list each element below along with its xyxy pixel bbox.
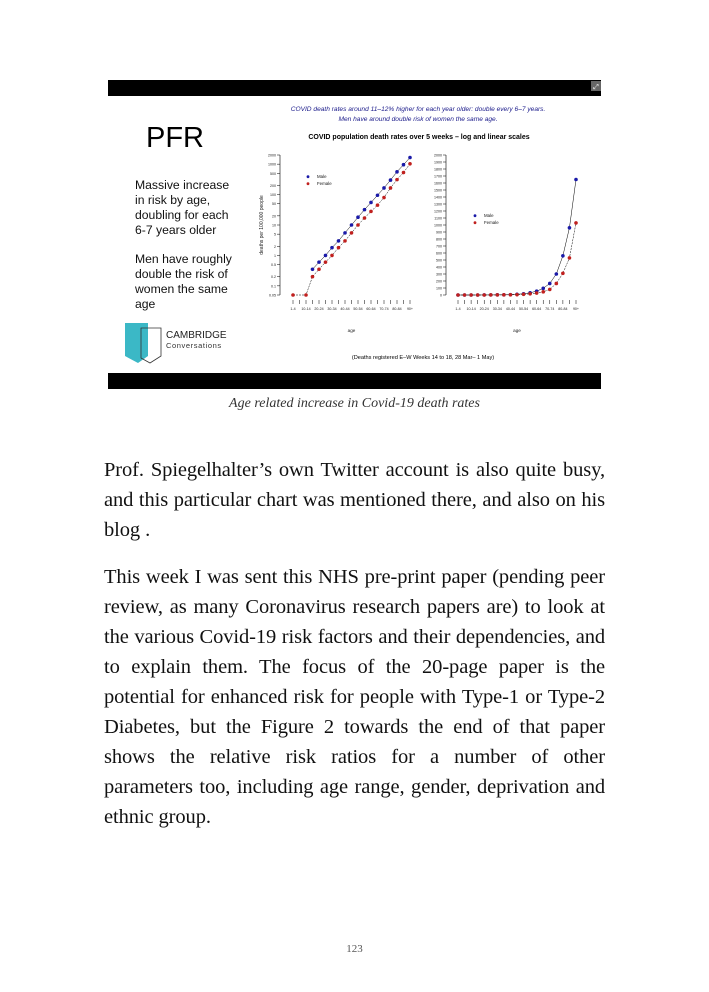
data-point-male: [317, 260, 321, 264]
data-point-female: [304, 293, 308, 297]
y-tick-label: 5: [274, 232, 276, 237]
data-point-male: [343, 231, 347, 235]
x-tick-label: 10-14: [301, 307, 311, 311]
data-point-female: [363, 216, 367, 220]
slide-text-line: women the same: [135, 282, 228, 296]
paragraph-2: This week I was sent this NHS pre-print paper (pending peer review, as many Coronavirus research papers are) to look at the various Covid-19 risk factors and their dependencies, and to explain them. The focus of the 20-page paper is the potential for enhanced risk for people with Type-1 or Type-2 Diabetes, but the Figure 2 towards the end of that paper shows the relative risk ratios for a number of other parameters too, including age range, gender, deprivation and ethnic group.: [104, 566, 605, 828]
headline-line-2: Men have around double risk of women the same age.: [338, 116, 498, 123]
x-tick-label: 60-64: [532, 307, 542, 311]
data-point-female: [561, 272, 565, 276]
y-tick-label: 1000: [434, 223, 442, 228]
y-tick-label: 200: [270, 183, 276, 188]
y-axis-label: deaths per 100,000 people: [259, 195, 265, 255]
y-tick-label: 1800: [434, 167, 442, 172]
y-tick-label: 50: [272, 202, 276, 207]
x-tick-label: 80-84: [558, 307, 568, 311]
data-point-female: [496, 293, 500, 297]
data-point-female: [408, 162, 412, 166]
data-point-female: [489, 293, 493, 297]
legend-label: Male: [484, 213, 494, 218]
data-point-female: [382, 196, 386, 200]
x-tick-label: 1-4: [290, 307, 296, 311]
data-point-female: [574, 221, 578, 225]
slide-text-line: age: [135, 297, 156, 311]
legend-label: Female: [317, 181, 332, 186]
data-point-male: [408, 156, 412, 160]
x-tick-label: 60-64: [366, 307, 376, 311]
x-tick-label: 20-24: [314, 307, 324, 311]
y-tick-label: 1900: [434, 160, 442, 165]
data-point-female: [509, 293, 513, 297]
headline-line-1: COVID death rates around 11–12% higher for each year older: double every 6–7 years.: [290, 106, 546, 113]
legend-marker: [307, 182, 310, 185]
data-point-female: [456, 293, 460, 297]
y-tick-label: 500: [436, 258, 442, 263]
y-tick-label: 500: [270, 171, 276, 176]
legend-label: Male: [317, 174, 327, 179]
y-tick-label: 0: [440, 293, 442, 298]
x-tick-label: 90+: [572, 307, 580, 311]
svg-text:CAMBRIDGE: CAMBRIDGE: [166, 330, 227, 341]
x-tick-label: 20-24: [479, 307, 489, 311]
data-point-male: [311, 267, 315, 271]
legend-label: Female: [484, 220, 499, 225]
y-tick-label: 1300: [434, 202, 442, 207]
x-tick-label: 70-74: [545, 307, 555, 311]
chart-title: COVID population death rates over 5 weeks – log and linear scales: [308, 134, 530, 141]
data-point-female: [548, 288, 552, 292]
y-tick-label: 0.5: [271, 263, 276, 268]
y-tick-label: 1000: [268, 162, 276, 167]
y-tick-label: 1600: [434, 181, 442, 186]
data-point-male: [541, 287, 545, 291]
data-point-female: [555, 282, 559, 286]
svg-text:⤢: ⤢: [593, 84, 599, 91]
data-point-female: [568, 256, 572, 260]
x-tick-label: 30-34: [492, 307, 502, 311]
y-tick-label: 700: [436, 244, 442, 249]
legend-marker: [474, 221, 477, 224]
slide-title: PFR: [146, 122, 204, 154]
data-point-female: [402, 171, 406, 175]
x-tick-label: 80-84: [392, 307, 402, 311]
data-point-male: [395, 170, 399, 174]
y-tick-label: 0.1: [271, 284, 276, 289]
y-tick-label: 200: [436, 279, 442, 284]
data-point-female: [356, 223, 360, 227]
y-tick-label: 20: [272, 214, 276, 219]
top-black-bar: [108, 80, 601, 96]
y-tick-label: 900: [436, 230, 442, 235]
data-point-female: [476, 293, 480, 297]
data-point-male: [363, 208, 367, 212]
data-point-female: [369, 210, 373, 214]
y-tick-label: 300: [436, 272, 442, 277]
y-tick-label: 10: [272, 223, 276, 228]
slide-text-line: Men have roughly: [135, 252, 232, 266]
data-point-female: [502, 293, 506, 297]
data-point-female: [515, 293, 519, 297]
data-point-male: [324, 254, 328, 258]
slide-text-line: double the risk of: [135, 267, 228, 281]
x-tick-label: 10-14: [466, 307, 476, 311]
x-tick-label: 50-54: [518, 307, 529, 311]
y-tick-label: 1100: [434, 216, 442, 221]
y-tick-label: 2: [274, 244, 276, 249]
slide-text-line: 6-7 years older: [135, 223, 217, 237]
legend-marker: [307, 175, 310, 178]
data-point-male: [561, 254, 565, 258]
x-tick-label: 30-34: [327, 307, 337, 311]
x-tick-label: 1-4: [455, 307, 461, 311]
data-point-female: [350, 231, 354, 235]
data-point-female: [376, 203, 380, 207]
y-tick-label: 800: [436, 237, 442, 242]
data-point-female: [324, 260, 328, 264]
data-point-female: [541, 290, 545, 294]
footnote: (Deaths registered E–W Weeks 14 to 18, 28 Mar– 1 May): [351, 355, 495, 361]
x-axis-label: age: [513, 328, 521, 333]
paragraph-1: Prof. Spiegelhalter’s own Twitter account is also quite busy, and this particular chart was mentioned there, and also on his blog .: [104, 459, 605, 541]
y-tick-label: 600: [436, 251, 442, 256]
data-point-female: [291, 293, 295, 297]
data-point-male: [350, 223, 354, 227]
y-tick-label: 1700: [434, 174, 442, 179]
data-point-female: [535, 291, 539, 295]
data-point-female: [311, 275, 315, 279]
x-tick-label: 90+: [406, 307, 414, 311]
data-point-male: [330, 246, 334, 250]
legend-marker: [474, 214, 477, 217]
data-point-male: [356, 215, 360, 219]
x-axis-label: age: [347, 328, 356, 333]
data-point-female: [337, 246, 341, 250]
data-point-female: [317, 267, 321, 271]
x-tick-label: 50-54: [353, 307, 363, 311]
data-point-female: [482, 293, 486, 297]
data-point-male: [369, 201, 373, 205]
y-tick-label: 1500: [434, 188, 442, 193]
data-point-female: [469, 293, 473, 297]
data-point-female: [522, 293, 526, 297]
y-tick-label: 0.2: [271, 275, 276, 280]
data-point-female: [389, 186, 393, 190]
data-point-male: [389, 178, 393, 182]
data-point-male: [574, 178, 578, 182]
data-point-male: [402, 163, 406, 167]
data-point-male: [337, 239, 341, 243]
svg-text:Conversations: Conversations: [166, 341, 222, 350]
y-tick-label: 100: [270, 193, 276, 198]
y-tick-label: 400: [436, 265, 442, 270]
page-number: 123: [346, 943, 363, 955]
data-point-male: [568, 226, 572, 230]
data-point-male: [548, 282, 552, 286]
bottom-black-bar: [108, 373, 601, 389]
data-point-male: [382, 186, 386, 190]
data-point-female: [330, 254, 334, 258]
x-tick-label: 70-74: [379, 307, 389, 311]
y-tick-label: 0.05: [269, 293, 276, 298]
slide-text-line: doubling for each: [135, 208, 229, 222]
slide-text-line: in risk by age,: [135, 193, 211, 207]
data-point-male: [555, 272, 559, 276]
data-point-male: [376, 193, 380, 197]
y-tick-label: 2000: [434, 153, 442, 158]
x-tick-label: 40-44: [340, 307, 350, 311]
x-tick-label: 40-44: [505, 307, 516, 311]
embedded-slide-figure: [108, 80, 601, 389]
y-tick-label: 1400: [434, 195, 442, 200]
left-text-1: [135, 178, 229, 237]
y-tick-label: 1: [274, 253, 276, 258]
expand-icon[interactable]: [591, 81, 601, 91]
data-point-female: [343, 239, 347, 243]
y-tick-label: 100: [436, 286, 442, 291]
y-tick-label: 2000: [268, 153, 276, 158]
y-tick-label: 1200: [434, 209, 442, 214]
data-point-female: [528, 292, 532, 296]
data-point-female: [395, 178, 399, 182]
slide-text-line: Massive increase: [135, 178, 230, 192]
figure-caption: Age related increase in Covid-19 death rates: [229, 396, 480, 411]
data-point-female: [463, 293, 467, 297]
